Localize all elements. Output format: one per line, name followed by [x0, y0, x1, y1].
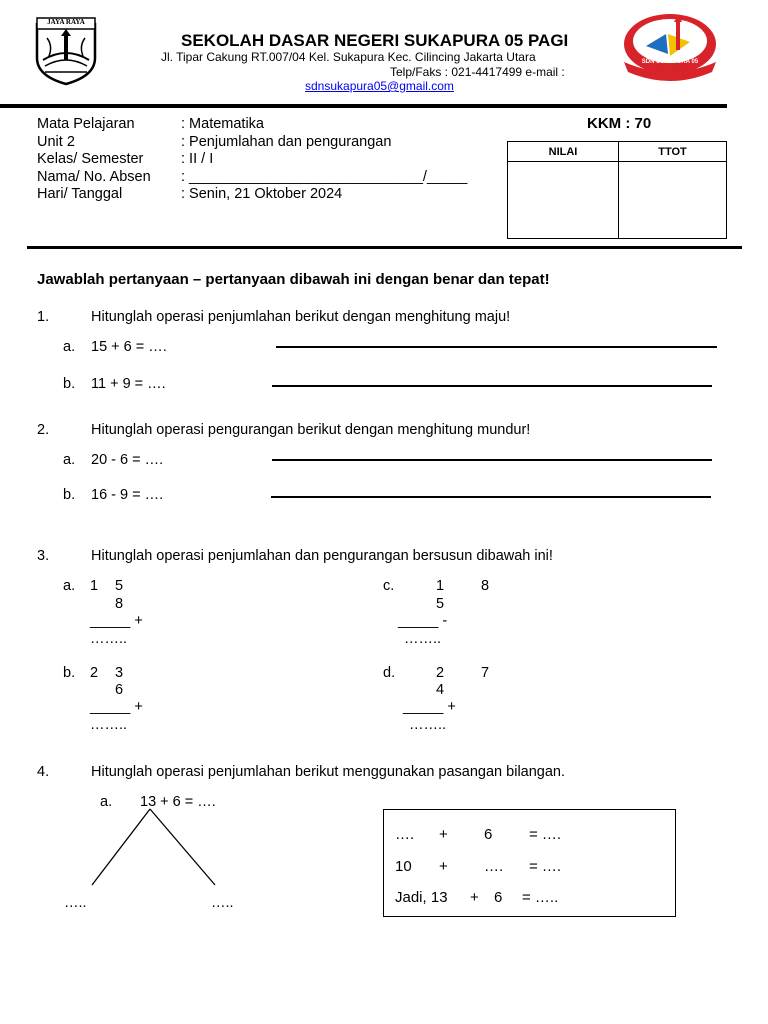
info-label-unit: Unit 2	[37, 134, 75, 150]
item-expression: 20 - 6 = ….	[91, 452, 164, 468]
item-label: b.	[63, 665, 76, 681]
item-label: a.	[63, 452, 76, 468]
question-number: 2.	[37, 422, 50, 438]
score-header-ttot: TTOT	[658, 146, 687, 158]
item-label: b.	[63, 376, 76, 392]
digit: 5	[115, 578, 124, 594]
box-row-2-eq[interactable]: = ….	[529, 858, 562, 875]
digit: 3	[115, 665, 124, 681]
box-row-3-eq[interactable]: = …..	[522, 889, 559, 906]
result-blank[interactable]: ……..	[409, 717, 447, 733]
info-label-date: Hari/ Tanggal	[37, 186, 123, 202]
info-label-name: Nama/ No. Absen	[37, 169, 151, 185]
digit: 1	[90, 578, 99, 594]
box-row-2-op: +	[439, 858, 448, 875]
digit: 5	[436, 596, 445, 612]
logo-right-text: SDN SUKAPURA 05	[641, 59, 699, 65]
item-expression: 16 - 9 = ….	[91, 487, 164, 503]
school-address: Jl. Tipar Cakung RT.007/04 Kel. Sukapura Kec. Cilincing Jakarta Utara	[161, 50, 536, 64]
question-text: Hitunglah operasi pengurangan berikut dengan menghitung mundur!	[91, 422, 531, 438]
question-text: Hitunglah operasi penjumlahan berikut dengan menghitung maju!	[91, 309, 511, 325]
sdn-sukapura-logo	[620, 10, 720, 82]
info-value-class: : II / I	[181, 151, 214, 167]
info-value-name[interactable]: : _____________________________/_____	[181, 169, 468, 185]
info-value-date: : Senin, 21 Oktober 2024	[181, 186, 343, 202]
score-ttot-cell[interactable]	[619, 162, 726, 238]
box-row-2-b[interactable]: ….	[484, 858, 504, 875]
digit: 7	[481, 665, 490, 681]
instruction: Jawablah pertanyaan – pertanyaan dibawah ini dengan benar dan tepat!	[37, 271, 550, 288]
item-label: c.	[383, 578, 395, 594]
header-divider	[0, 104, 727, 108]
digit: 8	[481, 578, 490, 594]
question-number: 4.	[37, 764, 50, 780]
operator-line: _____ +	[90, 613, 143, 629]
result-blank[interactable]: ……..	[90, 717, 128, 733]
question-text: Hitunglah operasi penjumlahan dan pengurangan bersusun dibawah ini!	[91, 548, 553, 564]
pairing-answer-box	[383, 809, 676, 917]
school-phone: Telp/Faks : 021-4417499 e-mail :	[390, 65, 565, 79]
operator-line: _____ +	[90, 699, 143, 715]
result-blank[interactable]: ……..	[404, 631, 442, 647]
question-text: Hitunglah operasi penjumlahan berikut menggunakan pasangan bilangan.	[91, 764, 566, 780]
bond-right-branch	[150, 809, 215, 885]
box-row-1-eq[interactable]: = ….	[529, 826, 562, 843]
box-row-2-a: 10	[395, 858, 412, 875]
answer-line[interactable]	[271, 496, 711, 498]
logo-left-text: JAYA RAYA	[47, 18, 85, 26]
bond-left-branch	[92, 809, 150, 885]
school-email[interactable]: sdnsukapura05@gmail.com	[305, 79, 454, 93]
box-row-1-a[interactable]: ….	[395, 826, 415, 843]
box-row-3-a: Jadi, 13	[395, 889, 448, 906]
answer-line[interactable]	[272, 385, 712, 387]
info-divider	[27, 246, 742, 249]
item-label: d.	[383, 665, 396, 681]
item-label: a.	[100, 794, 113, 810]
info-label-class: Kelas/ Semester	[37, 151, 144, 167]
digit: 6	[115, 682, 124, 698]
digit: 1	[436, 578, 445, 594]
item-expression: 11 + 9 = ….	[91, 376, 166, 392]
digit: 2	[90, 665, 99, 681]
operator-line: _____ -	[398, 613, 448, 629]
box-row-1-op: +	[439, 826, 448, 843]
item-expression: 13 + 6 = ….	[140, 794, 216, 810]
item-label: b.	[63, 487, 76, 503]
bond-right-blank[interactable]: …..	[211, 895, 234, 911]
operator-line: _____ +	[403, 699, 456, 715]
question-number: 3.	[37, 548, 50, 564]
digit: 4	[436, 682, 445, 698]
score-table	[507, 141, 727, 239]
bond-left-blank[interactable]: …..	[64, 895, 87, 911]
answer-line[interactable]	[276, 346, 717, 348]
info-label-subject: Mata Pelajaran	[37, 116, 135, 132]
info-value-unit: : Penjumlahan dan pengurangan	[181, 134, 392, 150]
box-row-1-b: 6	[484, 826, 493, 843]
info-value-subject: : Matematika	[181, 116, 264, 132]
school-name: SEKOLAH DASAR NEGERI SUKAPURA 05 PAGI	[181, 31, 569, 50]
digit: 2	[436, 665, 445, 681]
number-bond-diagram	[85, 806, 225, 890]
digit: 8	[115, 596, 124, 612]
box-row-3-b: 6	[494, 889, 503, 906]
answer-line[interactable]	[272, 459, 712, 461]
result-blank[interactable]: ……..	[90, 631, 128, 647]
item-label: a.	[63, 578, 76, 594]
box-row-3-op: +	[470, 889, 479, 906]
score-header-nilai: NILAI	[548, 146, 578, 158]
item-label: a.	[63, 339, 76, 355]
item-expression: 15 + 6 = ….	[91, 339, 167, 355]
question-number: 1.	[37, 309, 50, 325]
score-nilai-cell[interactable]	[508, 162, 618, 238]
kkm-label: KKM : 70	[587, 115, 652, 132]
